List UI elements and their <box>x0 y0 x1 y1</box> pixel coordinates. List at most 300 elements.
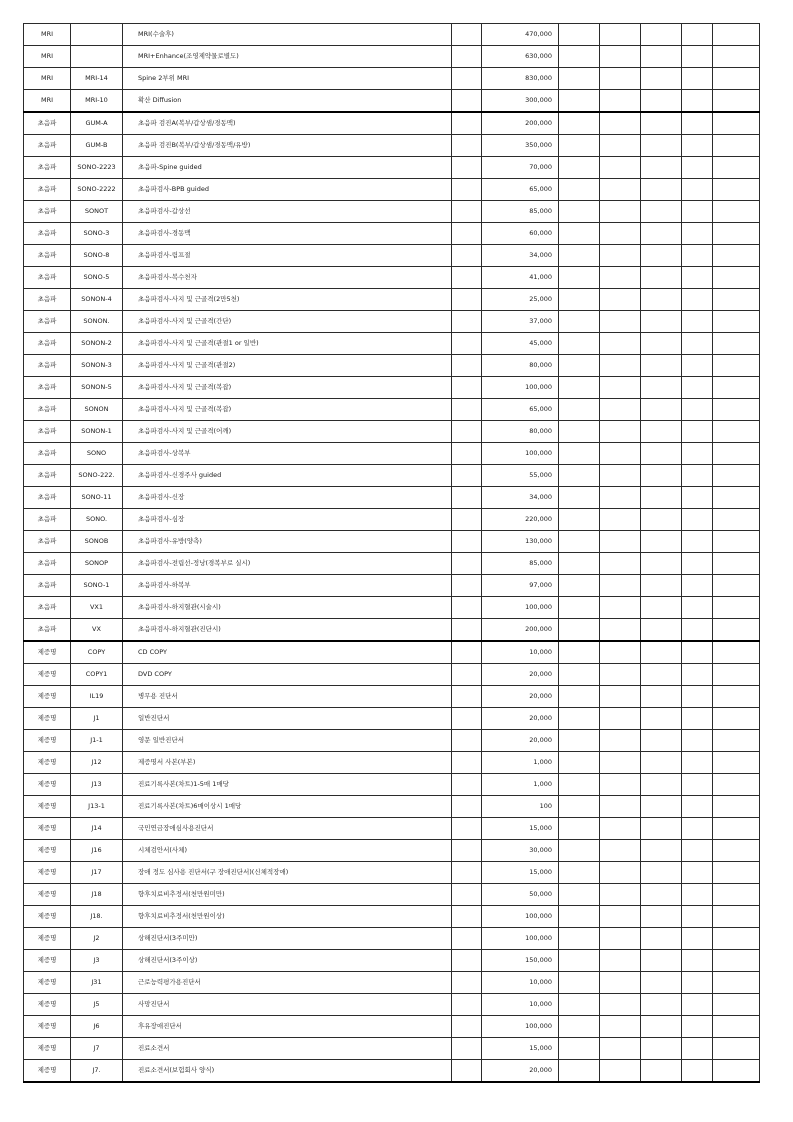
code-cell: SONO-11 <box>71 487 123 509</box>
blank-cell <box>713 818 760 840</box>
blank-cell <box>559 90 600 113</box>
blank-cell <box>713 112 760 135</box>
blank-cell <box>600 950 641 972</box>
item-name-cell: 진료소견서(보험회사 양식) <box>123 1060 452 1083</box>
table-row <box>24 796 760 818</box>
blank-cell <box>559 906 600 928</box>
code-cell: GUM-A <box>71 112 123 135</box>
blank-cell <box>600 399 641 421</box>
blank-cell <box>713 906 760 928</box>
code-cell: MRI-14 <box>71 68 123 90</box>
blank-cell <box>713 90 760 113</box>
blank-cell <box>682 686 713 708</box>
table-row <box>24 311 760 333</box>
blank-cell <box>452 68 482 90</box>
code-cell: SONO-8 <box>71 245 123 267</box>
blank-cell <box>559 818 600 840</box>
blank-cell <box>452 245 482 267</box>
table-row <box>24 465 760 487</box>
blank-cell <box>452 906 482 928</box>
blank-cell <box>641 1016 682 1038</box>
code-cell: SONO-222. <box>71 465 123 487</box>
category-cell: 초음파 <box>24 289 71 311</box>
blank-cell <box>713 730 760 752</box>
blank-cell <box>713 46 760 68</box>
blank-cell <box>452 928 482 950</box>
table-row <box>24 730 760 752</box>
table-row <box>24 201 760 223</box>
code-cell: VX <box>71 619 123 642</box>
table-row <box>24 421 760 443</box>
blank-cell <box>559 994 600 1016</box>
blank-cell <box>641 752 682 774</box>
blank-cell <box>600 377 641 399</box>
code-cell: SONOP <box>71 553 123 575</box>
code-cell: J7. <box>71 1060 123 1083</box>
price-cell: 65,000 <box>482 179 559 201</box>
item-name-cell: 초음파검사-사지 및 근골격(어깨) <box>123 421 452 443</box>
item-name-cell: 초음파검사-하지혈관(진단시) <box>123 619 452 642</box>
blank-cell <box>641 487 682 509</box>
price-cell: 300,000 <box>482 90 559 113</box>
category-cell: 초음파 <box>24 509 71 531</box>
table-row <box>24 906 760 928</box>
blank-cell <box>452 619 482 642</box>
price-cell: 20,000 <box>482 730 559 752</box>
blank-cell <box>452 487 482 509</box>
blank-cell <box>452 708 482 730</box>
table-row <box>24 641 760 664</box>
category-cell: 초음파 <box>24 553 71 575</box>
blank-cell <box>600 619 641 642</box>
code-cell: MRI-10 <box>71 90 123 113</box>
blank-cell <box>559 796 600 818</box>
code-cell: VX1 <box>71 597 123 619</box>
category-cell: 제증명 <box>24 994 71 1016</box>
price-cell: 41,000 <box>482 267 559 289</box>
blank-cell <box>559 928 600 950</box>
code-cell: J12 <box>71 752 123 774</box>
blank-cell <box>559 289 600 311</box>
price-cell: 100,000 <box>482 377 559 399</box>
item-name-cell: 제증명서 사본(부본) <box>123 752 452 774</box>
blank-cell <box>682 664 713 686</box>
category-cell: 제증명 <box>24 884 71 906</box>
blank-cell <box>559 223 600 245</box>
category-cell: 제증명 <box>24 664 71 686</box>
blank-cell <box>600 641 641 664</box>
price-cell: 55,000 <box>482 465 559 487</box>
blank-cell <box>452 1016 482 1038</box>
item-name-cell: 초음파검사-하지혈관(시술시) <box>123 597 452 619</box>
blank-cell <box>600 774 641 796</box>
price-cell: 1,000 <box>482 752 559 774</box>
blank-cell <box>600 267 641 289</box>
code-cell: COPY <box>71 641 123 664</box>
table-row <box>24 708 760 730</box>
blank-cell <box>713 509 760 531</box>
blank-cell <box>682 906 713 928</box>
category-cell: 제증명 <box>24 774 71 796</box>
price-cell: 25,000 <box>482 289 559 311</box>
blank-cell <box>682 443 713 465</box>
blank-cell <box>682 796 713 818</box>
blank-cell <box>452 46 482 68</box>
blank-cell <box>713 950 760 972</box>
blank-cell <box>600 289 641 311</box>
blank-cell <box>600 201 641 223</box>
blank-cell <box>641 443 682 465</box>
blank-cell <box>600 994 641 1016</box>
item-name-cell: 초음파검사-하복부 <box>123 575 452 597</box>
blank-cell <box>682 928 713 950</box>
blank-cell <box>641 531 682 553</box>
blank-cell <box>713 796 760 818</box>
item-name-cell: 상해진단서(3주이상) <box>123 950 452 972</box>
price-cell: 20,000 <box>482 686 559 708</box>
blank-cell <box>713 752 760 774</box>
blank-cell <box>452 994 482 1016</box>
blank-cell <box>682 1016 713 1038</box>
code-cell: COPY1 <box>71 664 123 686</box>
blank-cell <box>452 664 482 686</box>
blank-cell <box>559 575 600 597</box>
blank-cell <box>641 245 682 267</box>
table-row <box>24 752 760 774</box>
category-cell: 초음파 <box>24 597 71 619</box>
code-cell: J13-1 <box>71 796 123 818</box>
category-cell: 제증명 <box>24 840 71 862</box>
table-row <box>24 531 760 553</box>
code-cell: J2 <box>71 928 123 950</box>
blank-cell <box>559 774 600 796</box>
price-cell: 65,000 <box>482 399 559 421</box>
category-cell: 초음파 <box>24 157 71 179</box>
blank-cell <box>452 201 482 223</box>
blank-cell <box>641 157 682 179</box>
category-cell: 제증명 <box>24 906 71 928</box>
blank-cell <box>559 157 600 179</box>
item-name-cell: 초음파검사-사지 및 근골격(복잡) <box>123 377 452 399</box>
item-name-cell: Spine 2부위 MRI <box>123 68 452 90</box>
item-name-cell: 확산 Diffusion <box>123 90 452 113</box>
table-row <box>24 509 760 531</box>
blank-cell <box>641 597 682 619</box>
blank-cell <box>682 487 713 509</box>
blank-cell <box>682 972 713 994</box>
blank-cell <box>682 179 713 201</box>
table-row <box>24 223 760 245</box>
code-cell: J7 <box>71 1038 123 1060</box>
blank-cell <box>559 68 600 90</box>
category-cell: 초음파 <box>24 112 71 135</box>
blank-cell <box>600 862 641 884</box>
blank-cell <box>641 641 682 664</box>
table-row <box>24 884 760 906</box>
blank-cell <box>559 1038 600 1060</box>
blank-cell <box>600 509 641 531</box>
item-name-cell: 진료기록사본(차트)6매이상시 1매당 <box>123 796 452 818</box>
blank-cell <box>452 443 482 465</box>
blank-cell <box>682 950 713 972</box>
blank-cell <box>713 399 760 421</box>
item-name-cell: DVD COPY <box>123 664 452 686</box>
item-name-cell: 향후치료비추정서(천만원이상) <box>123 906 452 928</box>
code-cell: IL19 <box>71 686 123 708</box>
blank-cell <box>713 597 760 619</box>
category-cell: MRI <box>24 68 71 90</box>
blank-cell <box>641 994 682 1016</box>
blank-cell <box>600 796 641 818</box>
item-name-cell: 초음파검사-경동맥 <box>123 223 452 245</box>
blank-cell <box>682 267 713 289</box>
blank-cell <box>452 377 482 399</box>
blank-cell <box>559 179 600 201</box>
blank-cell <box>600 46 641 68</box>
blank-cell <box>559 686 600 708</box>
blank-cell <box>600 1038 641 1060</box>
code-cell: J6 <box>71 1016 123 1038</box>
blank-cell <box>600 730 641 752</box>
blank-cell <box>559 24 600 46</box>
blank-cell <box>641 465 682 487</box>
blank-cell <box>559 509 600 531</box>
table-row <box>24 774 760 796</box>
blank-cell <box>641 928 682 950</box>
blank-cell <box>600 355 641 377</box>
item-name-cell: 병무용 진단서 <box>123 686 452 708</box>
item-name-cell: 초음파검사-신경주사 guided <box>123 465 452 487</box>
price-cell: 100,000 <box>482 1016 559 1038</box>
code-cell: J17 <box>71 862 123 884</box>
blank-cell <box>452 465 482 487</box>
blank-cell <box>559 267 600 289</box>
blank-cell <box>600 708 641 730</box>
blank-cell <box>641 24 682 46</box>
blank-cell <box>641 289 682 311</box>
price-cell: 200,000 <box>482 619 559 642</box>
blank-cell <box>600 972 641 994</box>
blank-cell <box>452 223 482 245</box>
blank-cell <box>641 333 682 355</box>
price-cell: 34,000 <box>482 487 559 509</box>
item-name-cell: 초음파검사-사지 및 근골격(2만5천) <box>123 289 452 311</box>
category-cell: 초음파 <box>24 355 71 377</box>
code-cell: SONO-2222 <box>71 179 123 201</box>
price-cell: 37,000 <box>482 311 559 333</box>
category-cell: 초음파 <box>24 443 71 465</box>
item-name-cell: 초음파검사-사지 및 근골격(간단) <box>123 311 452 333</box>
blank-cell <box>682 201 713 223</box>
code-cell <box>71 24 123 46</box>
blank-cell <box>682 90 713 113</box>
blank-cell <box>682 994 713 1016</box>
table-row <box>24 619 760 642</box>
category-cell: 초음파 <box>24 311 71 333</box>
table-row <box>24 245 760 267</box>
table-row <box>24 1060 760 1083</box>
table-row <box>24 972 760 994</box>
code-cell: J31 <box>71 972 123 994</box>
category-cell: 초음파 <box>24 201 71 223</box>
code-cell: J5 <box>71 994 123 1016</box>
code-cell: J3 <box>71 950 123 972</box>
blank-cell <box>713 686 760 708</box>
blank-cell <box>713 487 760 509</box>
blank-cell <box>559 465 600 487</box>
blank-cell <box>682 774 713 796</box>
blank-cell <box>600 553 641 575</box>
blank-cell <box>713 619 760 642</box>
blank-cell <box>600 223 641 245</box>
category-cell: 초음파 <box>24 223 71 245</box>
blank-cell <box>559 1060 600 1083</box>
blank-cell <box>682 355 713 377</box>
item-name-cell: 국민연금장애심사용진단서 <box>123 818 452 840</box>
blank-cell <box>713 641 760 664</box>
item-name-cell: 초음파검사-심장 <box>123 509 452 531</box>
price-cell: 34,000 <box>482 245 559 267</box>
blank-cell <box>452 157 482 179</box>
item-name-cell: 진료기록사본(차트)1-5매 1매당 <box>123 774 452 796</box>
blank-cell <box>452 399 482 421</box>
price-cell: 50,000 <box>482 884 559 906</box>
category-cell: 초음파 <box>24 531 71 553</box>
blank-cell <box>600 333 641 355</box>
blank-cell <box>713 884 760 906</box>
code-cell: SONON <box>71 399 123 421</box>
code-cell: SONON-5 <box>71 377 123 399</box>
blank-cell <box>452 509 482 531</box>
price-cell: 20,000 <box>482 708 559 730</box>
blank-cell <box>452 950 482 972</box>
code-cell: SONON-1 <box>71 421 123 443</box>
category-cell: 초음파 <box>24 245 71 267</box>
code-cell: SONO. <box>71 509 123 531</box>
blank-cell <box>452 796 482 818</box>
blank-cell <box>452 972 482 994</box>
price-cell: 15,000 <box>482 862 559 884</box>
blank-cell <box>559 399 600 421</box>
blank-cell <box>641 46 682 68</box>
blank-cell <box>713 531 760 553</box>
blank-cell <box>682 752 713 774</box>
blank-cell <box>452 774 482 796</box>
blank-cell <box>641 421 682 443</box>
blank-cell <box>641 509 682 531</box>
category-cell: 초음파 <box>24 465 71 487</box>
blank-cell <box>559 884 600 906</box>
blank-cell <box>713 972 760 994</box>
blank-cell <box>600 1016 641 1038</box>
category-cell: 제증명 <box>24 641 71 664</box>
blank-cell <box>713 68 760 90</box>
blank-cell <box>682 157 713 179</box>
code-cell: SONO-2223 <box>71 157 123 179</box>
blank-cell <box>452 333 482 355</box>
blank-cell <box>559 46 600 68</box>
table-row <box>24 818 760 840</box>
blank-cell <box>641 972 682 994</box>
blank-cell <box>682 641 713 664</box>
price-cell: 1,000 <box>482 774 559 796</box>
blank-cell <box>600 928 641 950</box>
blank-cell <box>559 421 600 443</box>
price-cell: 15,000 <box>482 1038 559 1060</box>
blank-cell <box>600 487 641 509</box>
blank-cell <box>559 377 600 399</box>
table-row <box>24 950 760 972</box>
item-name-cell: 상해진단서(3주미만) <box>123 928 452 950</box>
blank-cell <box>452 1060 482 1083</box>
blank-cell <box>713 421 760 443</box>
blank-cell <box>559 730 600 752</box>
blank-cell <box>713 1016 760 1038</box>
blank-cell <box>682 46 713 68</box>
blank-cell <box>452 421 482 443</box>
table-row <box>24 333 760 355</box>
price-cell: 830,000 <box>482 68 559 90</box>
blank-cell <box>641 862 682 884</box>
blank-cell <box>600 245 641 267</box>
category-cell: 제증명 <box>24 752 71 774</box>
category-cell: 제증명 <box>24 972 71 994</box>
blank-cell <box>641 1060 682 1083</box>
blank-cell <box>452 24 482 46</box>
blank-cell <box>713 223 760 245</box>
item-name-cell: MRI(수술후) <box>123 24 452 46</box>
price-cell: 30,000 <box>482 840 559 862</box>
price-cell: 200,000 <box>482 112 559 135</box>
blank-cell <box>600 24 641 46</box>
price-cell: 220,000 <box>482 509 559 531</box>
blank-cell <box>641 377 682 399</box>
blank-cell <box>713 575 760 597</box>
blank-cell <box>682 597 713 619</box>
blank-cell <box>600 68 641 90</box>
category-cell: 초음파 <box>24 399 71 421</box>
blank-cell <box>641 355 682 377</box>
category-cell: 초음파 <box>24 619 71 642</box>
category-cell: 제증명 <box>24 1016 71 1038</box>
blank-cell <box>600 465 641 487</box>
category-cell: 초음파 <box>24 421 71 443</box>
category-cell: 초음파 <box>24 487 71 509</box>
category-cell: MRI <box>24 46 71 68</box>
blank-cell <box>713 311 760 333</box>
blank-cell <box>600 818 641 840</box>
blank-cell <box>713 1038 760 1060</box>
blank-cell <box>682 311 713 333</box>
table-row <box>24 377 760 399</box>
blank-cell <box>641 796 682 818</box>
blank-cell <box>713 157 760 179</box>
blank-cell <box>559 333 600 355</box>
blank-cell <box>713 179 760 201</box>
blank-cell <box>682 619 713 642</box>
price-cell: 10,000 <box>482 994 559 1016</box>
blank-cell <box>682 465 713 487</box>
blank-cell <box>713 664 760 686</box>
blank-cell <box>713 928 760 950</box>
blank-cell <box>452 1038 482 1060</box>
item-name-cell: MRI+Enhance(조영제약물로별도) <box>123 46 452 68</box>
blank-cell <box>641 90 682 113</box>
blank-cell <box>713 24 760 46</box>
code-cell: GUM-B <box>71 135 123 157</box>
category-cell: 초음파 <box>24 179 71 201</box>
blank-cell <box>600 664 641 686</box>
